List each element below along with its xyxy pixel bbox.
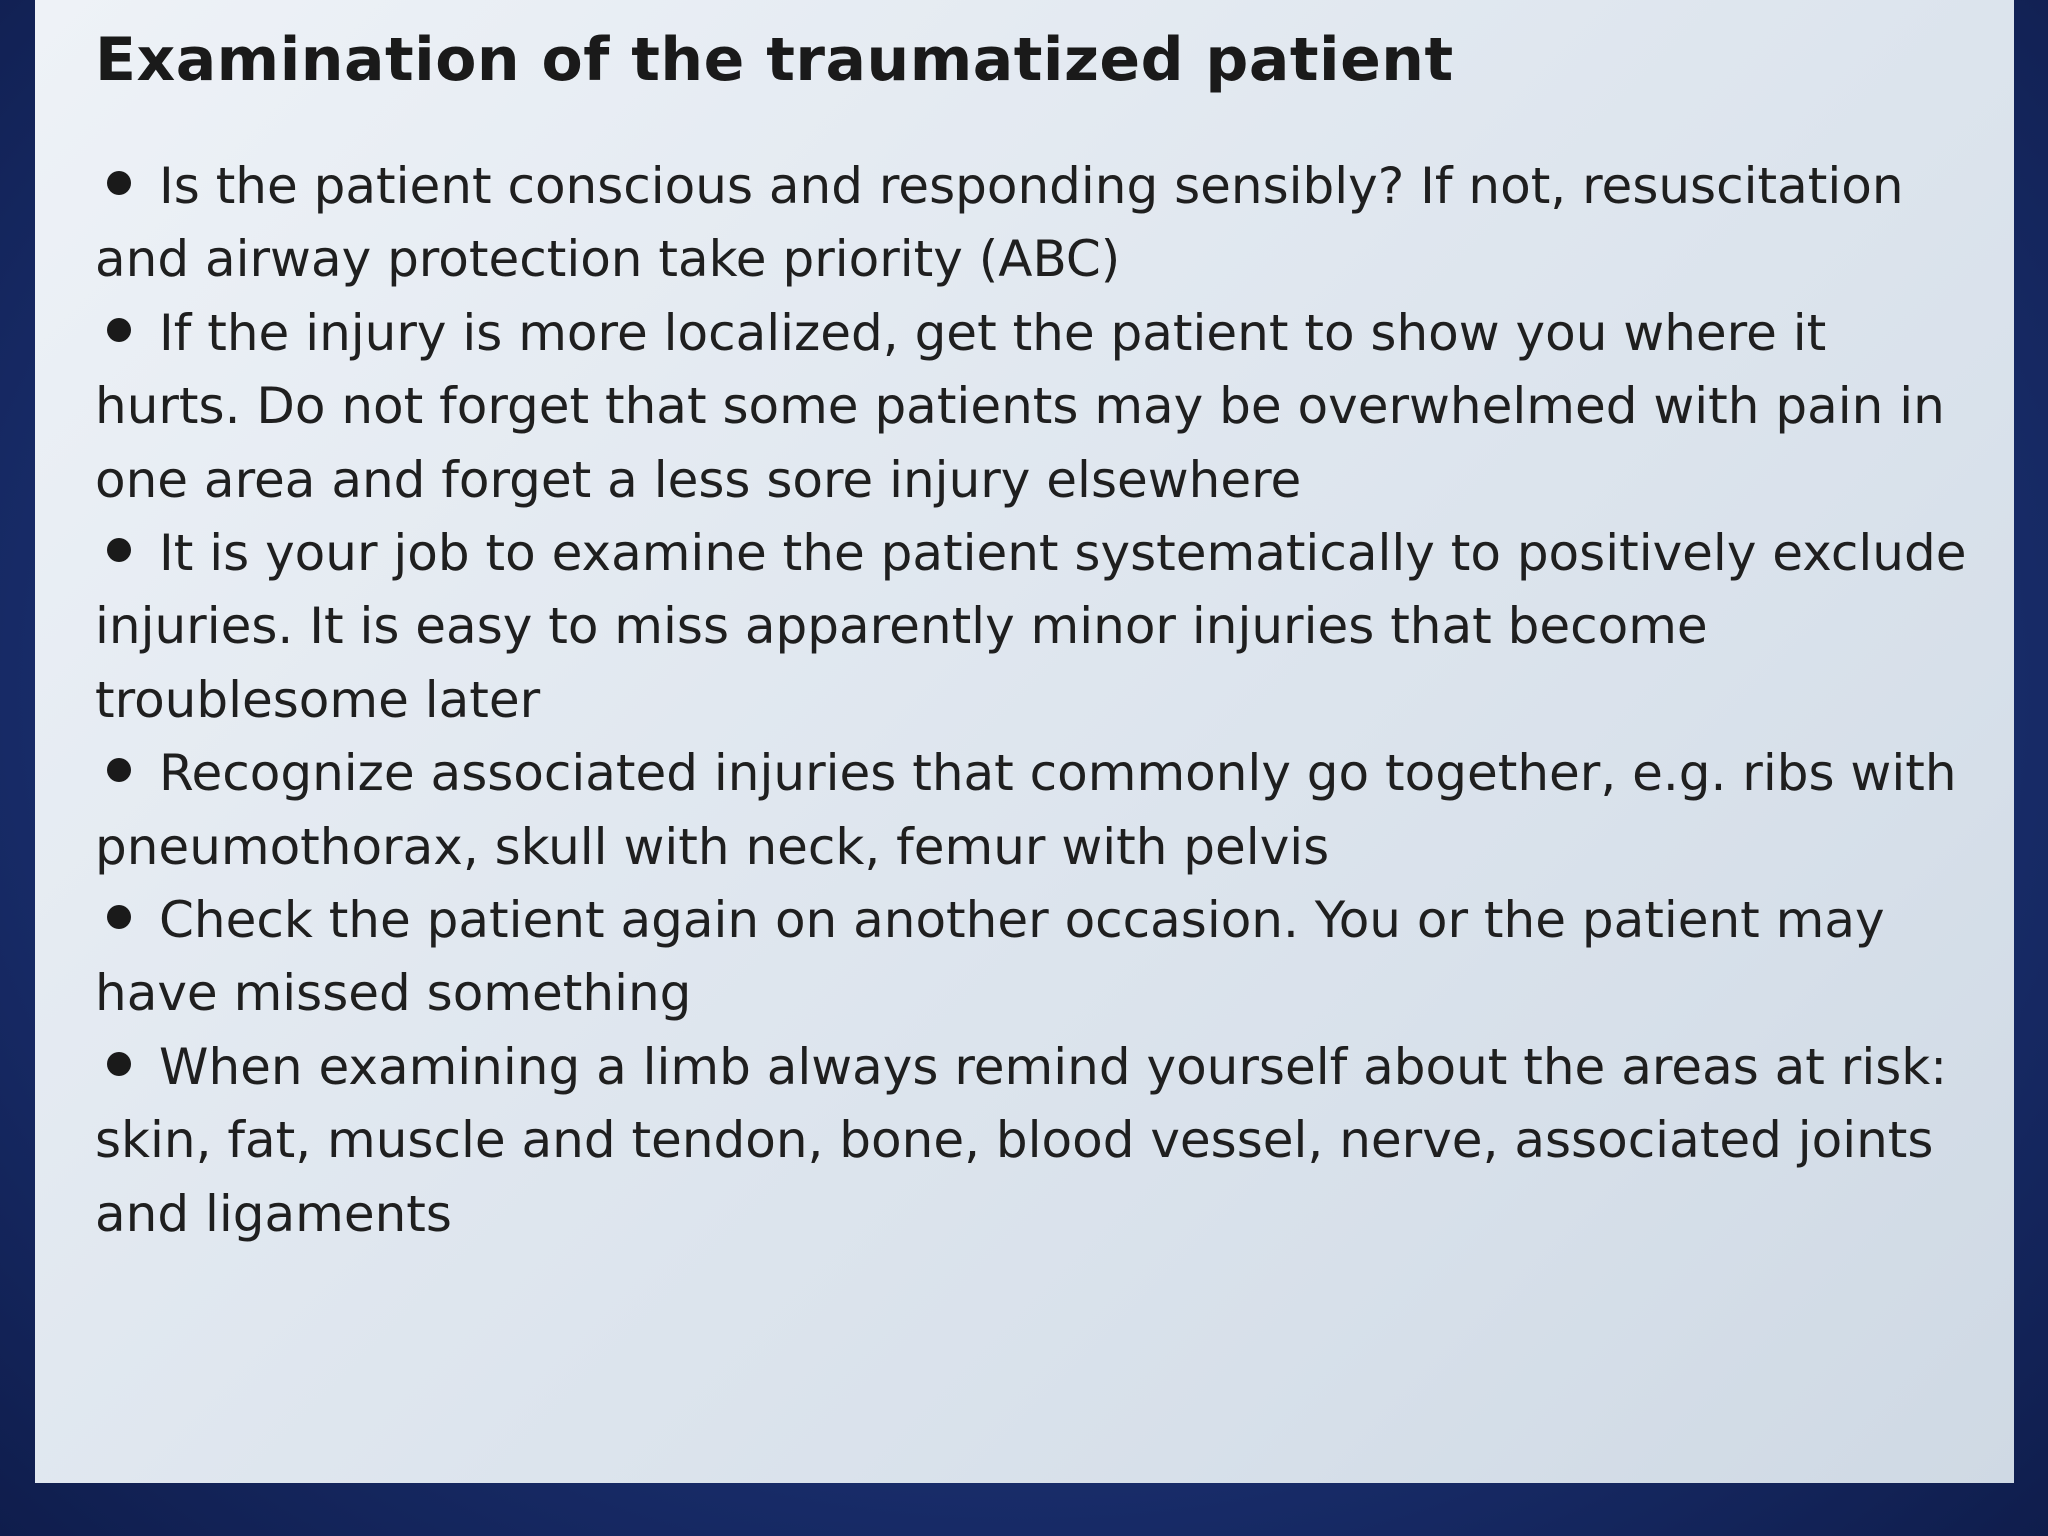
- bullet-text: Recognize associated injuries that commonly go together, e.g. ribs with pneumothorax, skull with neck, femur with pelvis: [95, 744, 1957, 876]
- bullet-list: [95, 150, 1974, 1251]
- bullet-text: If the injury is more localized, get the patient to show you where it hurts. Do not forget that some patients may be overwhelmed with pain in one area and forget a less sore injury elsewhere: [95, 303, 1945, 509]
- bullet-text: Check the patient again on another occasion. You or the patient may have missed something: [95, 891, 1885, 1023]
- slide-title: Examination of the traumatized patient: [95, 25, 1454, 95]
- bullet-dot-icon: [107, 905, 131, 929]
- bullet-item: [95, 884, 1974, 1031]
- bullet-dot-icon: [107, 318, 131, 342]
- bullet-dot-icon: [107, 1052, 131, 1076]
- bullet-item: [95, 297, 1974, 517]
- bullet-item: [95, 517, 1974, 737]
- bullet-dot-icon: [107, 538, 131, 562]
- bullet-text: Is the patient conscious and responding sensibly? If not, resuscitation and airway protection take priority (ABC): [95, 157, 1904, 289]
- bullet-text: When examining a limb always remind yourself about the areas at risk: skin, fat, muscle and tendon, bone, blood vessel, nerve, associated joints and ligaments: [95, 1037, 1948, 1243]
- bullet-text: It is your job to examine the patient systematically to positively exclude injuries. It is easy to miss apparently minor injuries that become troublesome later: [95, 524, 1967, 729]
- bullet-item: [95, 150, 1974, 297]
- bullet-dot-icon: [107, 171, 131, 195]
- bullet-item: [95, 1031, 1974, 1251]
- slide-content-panel: [35, 0, 2014, 1483]
- bullet-item: [95, 737, 1974, 884]
- bullet-dot-icon: [107, 758, 131, 782]
